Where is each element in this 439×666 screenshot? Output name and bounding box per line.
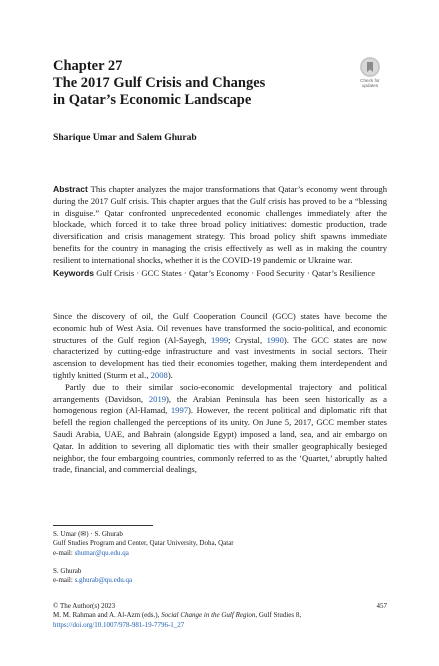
book-title: Social Change in the Gulf Region	[161, 611, 256, 620]
keyword-item: Gulf Crisis	[96, 268, 135, 278]
email-link[interactable]: shumar@qu.edu.qa	[74, 548, 129, 557]
keyword-item: Qatar’s Economy	[188, 268, 250, 278]
copyright-notice: © The Author(s) 2023 M. M. Rahman and A. Al-Azm (eds.), Social Change in the Gulf Region, Gulf Studies 8, https://doi.org/10.1007/978-981-19-7796-1_27	[53, 602, 302, 629]
paragraph-2: Partly due to their similar socio-economic developmental trajectory and political arrangements (Davidson, 2019), the Arabian Peninsula has been seen historically as a homogenous region (Al-Hamad, 1997). However, the recent political and diplomatic rift that befell the region challenged the perceptions of its unity. On June 5, 2017, GCC member states Saudi Arabia, UAE, and Bahrain (alongside Egypt) imposed a land, sea, and air embargo on Qatar. In addition to severing all diplomatic ties with their smaller geographically besieged neighbor, the four embargoing countries, commonly referred to as the ‘Quartet,’ abruptly halted trade, financial, and commercial dealings,	[53, 381, 387, 475]
authors: Sharique Umar and Salem Ghurab	[53, 132, 197, 143]
author-affiliation-2: S. Ghurab e-mail: s.ghurab@qu.edu.qa	[53, 567, 133, 585]
chapter-title-line-1: The 2017 Gulf Crisis and Changes	[53, 75, 266, 91]
badge-line-1: Check for	[360, 78, 380, 83]
footnote-divider	[53, 525, 153, 526]
body-text	[53, 311, 387, 476]
citation-link[interactable]: 1990	[266, 334, 284, 345]
chapter-number: Chapter 27	[53, 58, 123, 74]
citation-link[interactable]: 2008	[150, 369, 168, 380]
keyword-separator: ·	[251, 268, 255, 278]
chapter-title	[53, 75, 343, 109]
badge-line-2: updates	[361, 83, 379, 88]
abstract	[53, 184, 387, 267]
citation-link[interactable]: 1999	[210, 334, 229, 345]
citation-link[interactable]: 2019	[148, 393, 167, 404]
page-number: 457	[376, 602, 387, 610]
author-affiliation-1: S. Umar (✉) · S. Ghurab Gulf Studies Program and Center, Qatar University, Doha, Qatar e-mail: shumar@qu.edu.qa	[53, 530, 234, 557]
citation-link[interactable]: 1997	[170, 405, 189, 416]
email-link[interactable]: s.ghurab@qu.edu.qa	[74, 576, 133, 585]
abstract-text: This chapter analyzes the major transformations that Qatar’s economy went through during the 2017 Gulf crisis. This chapter argues that the Gulf crisis has proved to be a “blessing in disguise.” Qatar confronted unprecedented economic challenges immediately after the blockade, which forced it to take three broad policy initiatives: domestic production, trade diversification and crisis management strategy. This broad policy shift spawns immediate benefits for the country in managing the crisis effectively as well as in making the country resilient to international shocks, whether it is the COVID-19 pandemic or Ukraine war.	[53, 184, 387, 265]
chapter-title-line-2: in Qatar’s Economic Landscape	[53, 92, 252, 108]
keyword-item: Qatar’s Resilience	[312, 268, 376, 278]
abstract-label: Abstract	[53, 184, 88, 194]
keyword-separator: ·	[136, 268, 140, 278]
paragraph-1: Since the discovery of oil, the Gulf Cooperation Council (GCC) states have become the economic hub of West Asia. Oil revenues have transformed the socio-political, and economic structures of the Gulf region (Al-Sayegh, 1999; Crystal, 1990). The GCC states are now characterized by cutting-edge infrastructure and vast investments in social sectors. Their ascension to development has tied their economies together, making them interdependent and tightly knitted (Sturm et al., 2008).	[53, 311, 387, 380]
keyword-separator: ·	[306, 268, 310, 278]
bookmark-icon	[360, 57, 380, 77]
keyword-separator: ·	[183, 268, 187, 278]
keywords	[53, 268, 387, 280]
keywords-label: Keywords	[53, 268, 95, 278]
doi-link[interactable]: https://doi.org/10.1007/978-981-19-7796-1_27	[53, 620, 185, 629]
keyword-item: GCC States	[141, 268, 182, 278]
keyword-item: Food Security	[256, 268, 305, 278]
check-for-updates-badge[interactable]	[355, 57, 385, 91]
